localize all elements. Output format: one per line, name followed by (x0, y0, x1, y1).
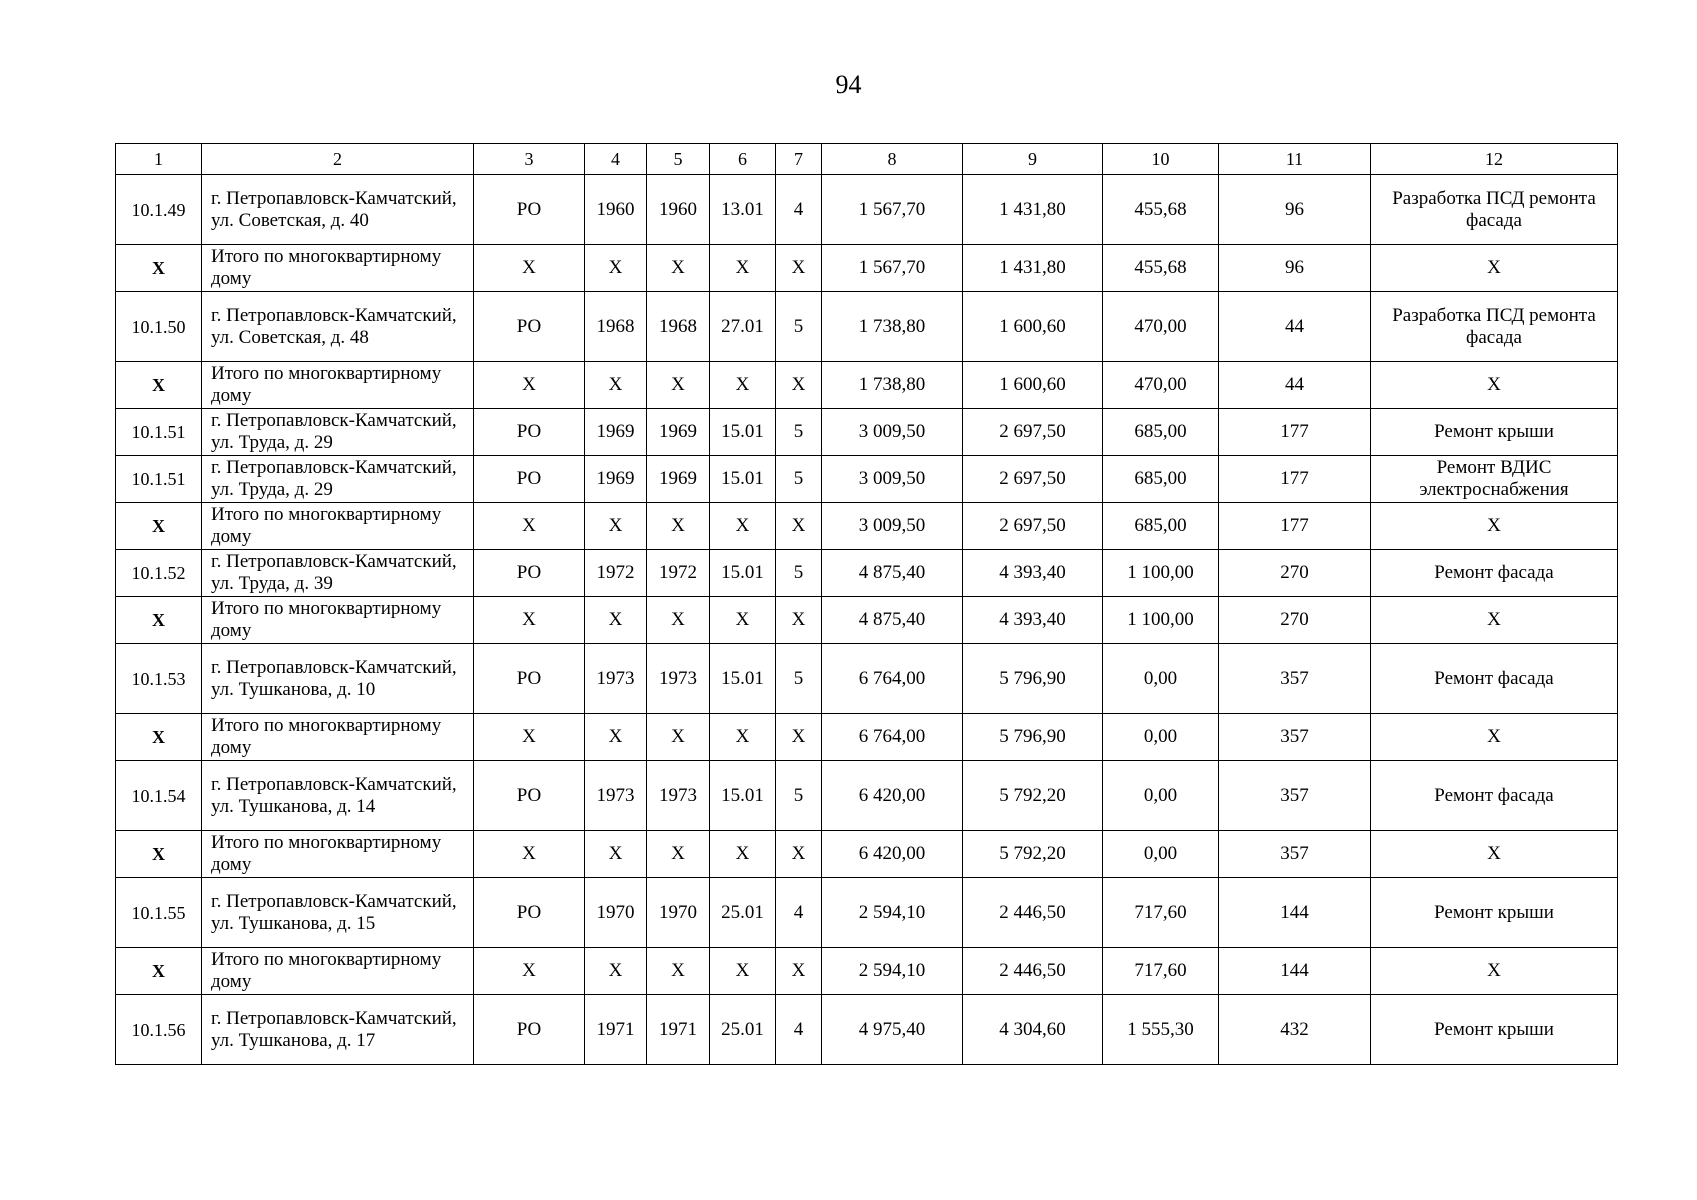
year-built-cell: 1968 (585, 292, 647, 362)
residents-cell: 144 (1219, 948, 1371, 995)
work-type-cell: Ремонт фасада (1371, 761, 1618, 831)
row-number: Х (116, 831, 202, 878)
row-number: 10.1.52 (116, 550, 202, 597)
year-commissioned-cell: Х (647, 503, 710, 550)
floors-cell: 5 (776, 292, 822, 362)
table-row (116, 831, 1618, 878)
work-type-cell: Ремонт крыши (1371, 409, 1618, 456)
year-commissioned-cell: Х (647, 597, 710, 644)
work-type-cell: Х (1371, 245, 1618, 292)
address-cell: Итого по многоквартирному дому (202, 597, 474, 644)
code-cell: 25.01 (710, 995, 776, 1065)
work-type-cell: Х (1371, 831, 1618, 878)
address-cell: г. Петропавловск-Камчатский, ул. Тушканова, д. 17 (202, 995, 474, 1065)
table-body (116, 144, 1618, 1065)
year-commissioned-cell: Х (647, 245, 710, 292)
total-area-cell: 2 594,10 (822, 878, 963, 948)
residents-cell: 96 (1219, 245, 1371, 292)
column-header: 5 (647, 144, 710, 175)
floors-cell: 5 (776, 550, 822, 597)
floors-cell: Х (776, 831, 822, 878)
table-row (116, 456, 1618, 503)
floors-cell: 5 (776, 456, 822, 503)
year-commissioned-cell: 1973 (647, 644, 710, 714)
year-built-cell: Х (585, 503, 647, 550)
code-cell: 15.01 (710, 409, 776, 456)
residents-cell: 432 (1219, 995, 1371, 1065)
cost-cell: 455,68 (1103, 245, 1219, 292)
residents-cell: 357 (1219, 644, 1371, 714)
work-type-cell: Разработка ПСД ремонта фасада (1371, 175, 1618, 245)
cost-cell: 1 555,30 (1103, 995, 1219, 1065)
living-area-cell: 2 446,50 (963, 878, 1103, 948)
residents-cell: 270 (1219, 597, 1371, 644)
work-type-cell: Х (1371, 503, 1618, 550)
table-row (116, 550, 1618, 597)
address-cell: Итого по многоквартирному дому (202, 362, 474, 409)
row-number: Х (116, 245, 202, 292)
work-type-cell: Ремонт фасада (1371, 644, 1618, 714)
cost-cell: 685,00 (1103, 409, 1219, 456)
living-area-cell: 5 796,90 (963, 714, 1103, 761)
living-area-cell: 2 446,50 (963, 948, 1103, 995)
living-area-cell: 4 304,60 (963, 995, 1103, 1065)
floors-cell: Х (776, 714, 822, 761)
code-cell: Х (710, 245, 776, 292)
row-number: 10.1.53 (116, 644, 202, 714)
address-cell: Итого по многоквартирному дому (202, 948, 474, 995)
living-area-cell: 5 792,20 (963, 831, 1103, 878)
column-header: 11 (1219, 144, 1371, 175)
total-area-cell: 4 975,40 (822, 995, 963, 1065)
work-type-cell: Х (1371, 597, 1618, 644)
row-number: Х (116, 714, 202, 761)
category-cell: РО (474, 761, 585, 831)
residents-cell: 44 (1219, 362, 1371, 409)
code-cell: 15.01 (710, 550, 776, 597)
code-cell: Х (710, 831, 776, 878)
table-row (116, 292, 1618, 362)
row-number: 10.1.54 (116, 761, 202, 831)
row-number: Х (116, 503, 202, 550)
column-header: 1 (116, 144, 202, 175)
living-area-cell: 1 431,80 (963, 175, 1103, 245)
row-number: 10.1.49 (116, 175, 202, 245)
category-cell: РО (474, 175, 585, 245)
total-area-cell: 3 009,50 (822, 409, 963, 456)
year-commissioned-cell: 1969 (647, 409, 710, 456)
table-row (116, 761, 1618, 831)
address-cell: Итого по многоквартирному дому (202, 503, 474, 550)
column-header: 10 (1103, 144, 1219, 175)
floors-cell: Х (776, 597, 822, 644)
cost-cell: 1 100,00 (1103, 550, 1219, 597)
row-number: 10.1.55 (116, 878, 202, 948)
year-built-cell: Х (585, 948, 647, 995)
total-area-cell: 4 875,40 (822, 597, 963, 644)
year-commissioned-cell: 1968 (647, 292, 710, 362)
residents-cell: 177 (1219, 503, 1371, 550)
row-number: Х (116, 362, 202, 409)
cost-cell: 717,60 (1103, 948, 1219, 995)
table-row (116, 644, 1618, 714)
work-type-cell: Разработка ПСД ремонта фасада (1371, 292, 1618, 362)
category-cell: РО (474, 878, 585, 948)
year-built-cell: 1973 (585, 644, 647, 714)
object-list-table (115, 143, 1618, 1065)
floors-cell: Х (776, 503, 822, 550)
living-area-cell: 1 600,60 (963, 362, 1103, 409)
table-row (116, 409, 1618, 456)
cost-cell: 0,00 (1103, 831, 1219, 878)
address-cell: г. Петропавловск-Камчатский, ул. Труда, д. 29 (202, 409, 474, 456)
category-cell: РО (474, 995, 585, 1065)
category-cell: Х (474, 714, 585, 761)
total-area-cell: 4 875,40 (822, 550, 963, 597)
category-cell: Х (474, 831, 585, 878)
residents-cell: 144 (1219, 878, 1371, 948)
row-number: Х (116, 948, 202, 995)
cost-cell: 1 100,00 (1103, 597, 1219, 644)
column-header: 12 (1371, 144, 1618, 175)
cost-cell: 0,00 (1103, 644, 1219, 714)
year-built-cell: 1960 (585, 175, 647, 245)
residents-cell: 357 (1219, 831, 1371, 878)
residents-cell: 44 (1219, 292, 1371, 362)
residents-cell: 177 (1219, 409, 1371, 456)
category-cell: РО (474, 550, 585, 597)
total-area-cell: 1 738,80 (822, 362, 963, 409)
address-cell: г. Петропавловск-Камчатский, ул. Тушканова, д. 14 (202, 761, 474, 831)
category-cell: Х (474, 948, 585, 995)
cost-cell: 455,68 (1103, 175, 1219, 245)
table-row (116, 175, 1618, 245)
cost-cell: 470,00 (1103, 362, 1219, 409)
table-row (116, 597, 1618, 644)
living-area-cell: 2 697,50 (963, 503, 1103, 550)
table-row (116, 503, 1618, 550)
cost-cell: 470,00 (1103, 292, 1219, 362)
table-row (116, 995, 1618, 1065)
column-header: 2 (202, 144, 474, 175)
total-area-cell: 6 764,00 (822, 644, 963, 714)
floors-cell: Х (776, 245, 822, 292)
category-cell: Х (474, 503, 585, 550)
category-cell: РО (474, 409, 585, 456)
column-number-header-row (116, 144, 1618, 175)
residents-cell: 357 (1219, 714, 1371, 761)
year-built-cell: 1969 (585, 409, 647, 456)
residents-cell: 177 (1219, 456, 1371, 503)
year-built-cell: 1971 (585, 995, 647, 1065)
year-commissioned-cell: 1973 (647, 761, 710, 831)
row-number: Х (116, 597, 202, 644)
year-commissioned-cell: Х (647, 714, 710, 761)
floors-cell: 5 (776, 644, 822, 714)
row-number: 10.1.51 (116, 409, 202, 456)
category-cell: Х (474, 245, 585, 292)
page-number: 94 (835, 70, 862, 99)
year-built-cell: Х (585, 714, 647, 761)
total-area-cell: 2 594,10 (822, 948, 963, 995)
address-cell: г. Петропавловск-Камчатский, ул. Советская, д. 48 (202, 292, 474, 362)
column-header: 9 (963, 144, 1103, 175)
floors-cell: Х (776, 948, 822, 995)
work-type-cell: Ремонт крыши (1371, 878, 1618, 948)
code-cell: Х (710, 597, 776, 644)
living-area-cell: 1 431,80 (963, 245, 1103, 292)
year-commissioned-cell: 1969 (647, 456, 710, 503)
cost-cell: 0,00 (1103, 761, 1219, 831)
code-cell: Х (710, 362, 776, 409)
year-commissioned-cell: Х (647, 831, 710, 878)
column-header: 6 (710, 144, 776, 175)
year-commissioned-cell: Х (647, 362, 710, 409)
total-area-cell: 6 420,00 (822, 761, 963, 831)
work-type-cell: Ремонт фасада (1371, 550, 1618, 597)
total-area-cell: 6 420,00 (822, 831, 963, 878)
row-number: 10.1.56 (116, 995, 202, 1065)
category-cell: РО (474, 644, 585, 714)
cost-cell: 685,00 (1103, 503, 1219, 550)
code-cell: 13.01 (710, 175, 776, 245)
year-commissioned-cell: 1960 (647, 175, 710, 245)
column-header: 7 (776, 144, 822, 175)
year-built-cell: 1970 (585, 878, 647, 948)
year-commissioned-cell: 1970 (647, 878, 710, 948)
code-cell: 15.01 (710, 456, 776, 503)
table-row (116, 362, 1618, 409)
table-row (116, 878, 1618, 948)
row-number: 10.1.51 (116, 456, 202, 503)
address-cell: г. Петропавловск-Камчатский, ул. Труда, д. 39 (202, 550, 474, 597)
column-header: 4 (585, 144, 647, 175)
living-area-cell: 4 393,40 (963, 597, 1103, 644)
floors-cell: 4 (776, 995, 822, 1065)
work-type-cell: Ремонт крыши (1371, 995, 1618, 1065)
address-cell: г. Петропавловск-Камчатский, ул. Советская, д. 40 (202, 175, 474, 245)
code-cell: 15.01 (710, 644, 776, 714)
column-header: 8 (822, 144, 963, 175)
column-header: 3 (474, 144, 585, 175)
cost-cell: 685,00 (1103, 456, 1219, 503)
code-cell: 15.01 (710, 761, 776, 831)
year-built-cell: Х (585, 831, 647, 878)
work-type-cell: Ремонт ВДИС электроснабжения (1371, 456, 1618, 503)
row-number: 10.1.50 (116, 292, 202, 362)
total-area-cell: 1 567,70 (822, 175, 963, 245)
year-commissioned-cell: Х (647, 948, 710, 995)
work-type-cell: Х (1371, 714, 1618, 761)
table-row (116, 714, 1618, 761)
cost-cell: 0,00 (1103, 714, 1219, 761)
floors-cell: 4 (776, 878, 822, 948)
code-cell: Х (710, 948, 776, 995)
living-area-cell: 1 600,60 (963, 292, 1103, 362)
address-cell: Итого по многоквартирному дому (202, 245, 474, 292)
code-cell: Х (710, 503, 776, 550)
total-area-cell: 1 567,70 (822, 245, 963, 292)
address-cell: г. Петропавловск-Камчатский, ул. Тушканова, д. 15 (202, 878, 474, 948)
year-commissioned-cell: 1972 (647, 550, 710, 597)
total-area-cell: 3 009,50 (822, 456, 963, 503)
year-built-cell: Х (585, 597, 647, 644)
category-cell: Х (474, 597, 585, 644)
total-area-cell: 6 764,00 (822, 714, 963, 761)
living-area-cell: 5 796,90 (963, 644, 1103, 714)
year-built-cell: 1972 (585, 550, 647, 597)
floors-cell: 5 (776, 409, 822, 456)
living-area-cell: 2 697,50 (963, 456, 1103, 503)
work-type-cell: Х (1371, 362, 1618, 409)
address-cell: г. Петропавловск-Камчатский, ул. Труда, д. 29 (202, 456, 474, 503)
year-commissioned-cell: 1971 (647, 995, 710, 1065)
living-area-cell: 5 792,20 (963, 761, 1103, 831)
table-row (116, 245, 1618, 292)
floors-cell: Х (776, 362, 822, 409)
year-built-cell: Х (585, 362, 647, 409)
living-area-cell: 2 697,50 (963, 409, 1103, 456)
floors-cell: 4 (776, 175, 822, 245)
residents-cell: 96 (1219, 175, 1371, 245)
year-built-cell: 1969 (585, 456, 647, 503)
cost-cell: 717,60 (1103, 878, 1219, 948)
address-cell: Итого по многоквартирному дому (202, 831, 474, 878)
year-built-cell: 1973 (585, 761, 647, 831)
total-area-cell: 3 009,50 (822, 503, 963, 550)
category-cell: РО (474, 292, 585, 362)
code-cell: Х (710, 714, 776, 761)
address-cell: Итого по многоквартирному дому (202, 714, 474, 761)
address-cell: г. Петропавловск-Камчатский, ул. Тушканова, д. 10 (202, 644, 474, 714)
total-area-cell: 1 738,80 (822, 292, 963, 362)
work-type-cell: Х (1371, 948, 1618, 995)
living-area-cell: 4 393,40 (963, 550, 1103, 597)
table-row (116, 948, 1618, 995)
category-cell: Х (474, 362, 585, 409)
code-cell: 25.01 (710, 878, 776, 948)
floors-cell: 5 (776, 761, 822, 831)
code-cell: 27.01 (710, 292, 776, 362)
year-built-cell: Х (585, 245, 647, 292)
residents-cell: 270 (1219, 550, 1371, 597)
residents-cell: 357 (1219, 761, 1371, 831)
category-cell: РО (474, 456, 585, 503)
